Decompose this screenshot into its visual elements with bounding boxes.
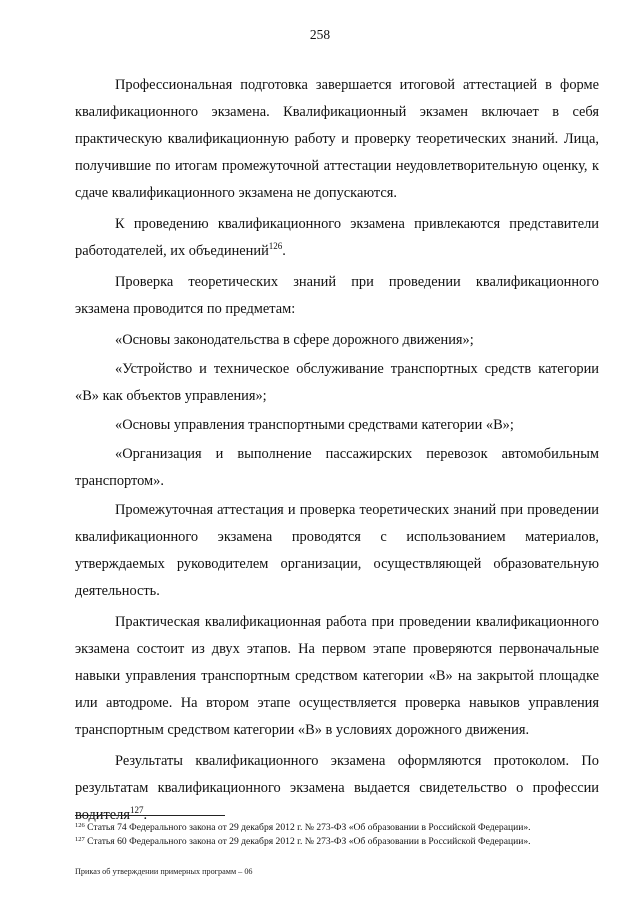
paragraph-text: Проверка теоретических знаний при проведении квалификационного экзамена проводится по предметам: bbox=[75, 274, 599, 317]
paragraph-employer-representatives bbox=[75, 211, 599, 265]
list-item-text: «Устройство и техническое обслуживание транспортных средств категории «В» как объектов управления»; bbox=[75, 361, 599, 404]
list-item-subject bbox=[75, 412, 599, 439]
footnotes bbox=[75, 821, 599, 849]
page-footer: Приказ об утверждении примерных программ – 06 bbox=[75, 867, 253, 876]
footnote bbox=[75, 835, 599, 849]
paragraph-text: К проведению квалификационного экзамена привлекаются представители работодателей, их объединений bbox=[75, 216, 599, 259]
footnote-separator bbox=[75, 815, 225, 816]
paragraph-punctuation: . bbox=[282, 243, 286, 259]
paragraph-text: Результаты квалификационного экзамена оформляются протоколом. По результатам квалификационного экзамена выдается свидетельство о профессии водителя bbox=[75, 753, 599, 823]
list-item-text: «Основы законодательства в сфере дорожного движения»; bbox=[115, 332, 474, 348]
list-item-subject bbox=[75, 356, 599, 410]
list-item-subject bbox=[75, 441, 599, 495]
footnote-number: 127 bbox=[75, 836, 85, 843]
paragraph-text: Промежуточная аттестация и проверка теоретических знаний при проведении квалификационного экзамена проводятся с использованием материалов, утверждаемых руководителем организации, осуществляющей образовательную деятельность. bbox=[75, 502, 599, 599]
paragraph-punctuation: . bbox=[143, 807, 148, 823]
list-item-subject bbox=[75, 327, 599, 354]
footnote-reference: 126 bbox=[268, 241, 283, 251]
paragraph-text: Профессиональная подготовка завершается итоговой аттестацией в форме квалификационного экзамена. Квалификационный экзамен включает в себя практическую квалификационную работу и проверку теоретических знаний. Лица, получившие по итогам промежуточной аттестации неудовлетворительную оценку, к сдаче квалификационного экзамена не допускаются. bbox=[75, 77, 599, 201]
paragraph-theory-subjects bbox=[75, 269, 599, 323]
body-text bbox=[75, 72, 599, 833]
paragraph-exam-results bbox=[75, 748, 599, 829]
footnote-reference: 127 bbox=[129, 805, 144, 815]
footnote-text: Статья 74 Федерального закона от 29 декабря 2012 г. № 273-ФЗ «Об образовании в Российской Федерации». bbox=[84, 822, 531, 833]
footnote-number: 126 bbox=[75, 822, 85, 829]
paragraph-text: Практическая квалификационная работа при проведении квалификационного экзамена состоит из двух этапов. На первом этапе проверяются первоначальные навыки управления транспортным средством категории «В» на закрытой площадке или автодроме. На втором этапе осуществляется проверка навыков управления транспортным средством категории «В» в условиях дорожного движения. bbox=[75, 614, 599, 738]
paragraph-intermediate-attestation bbox=[75, 497, 599, 605]
footnote-text: Статья 60 Федерального закона от 29 декабря 2012 г. № 273-ФЗ «Об образовании в Российской Федерации». bbox=[84, 836, 531, 847]
list-item-text: «Организация и выполнение пассажирских перевозок автомобильным транспортом». bbox=[75, 446, 599, 489]
paragraph-practical-work bbox=[75, 609, 599, 744]
list-item-text: «Основы управления транспортными средствами категории «В»; bbox=[115, 417, 514, 433]
paragraph-final-attestation bbox=[75, 72, 599, 207]
page-number: 258 bbox=[309, 27, 331, 42]
footnote bbox=[75, 821, 599, 835]
